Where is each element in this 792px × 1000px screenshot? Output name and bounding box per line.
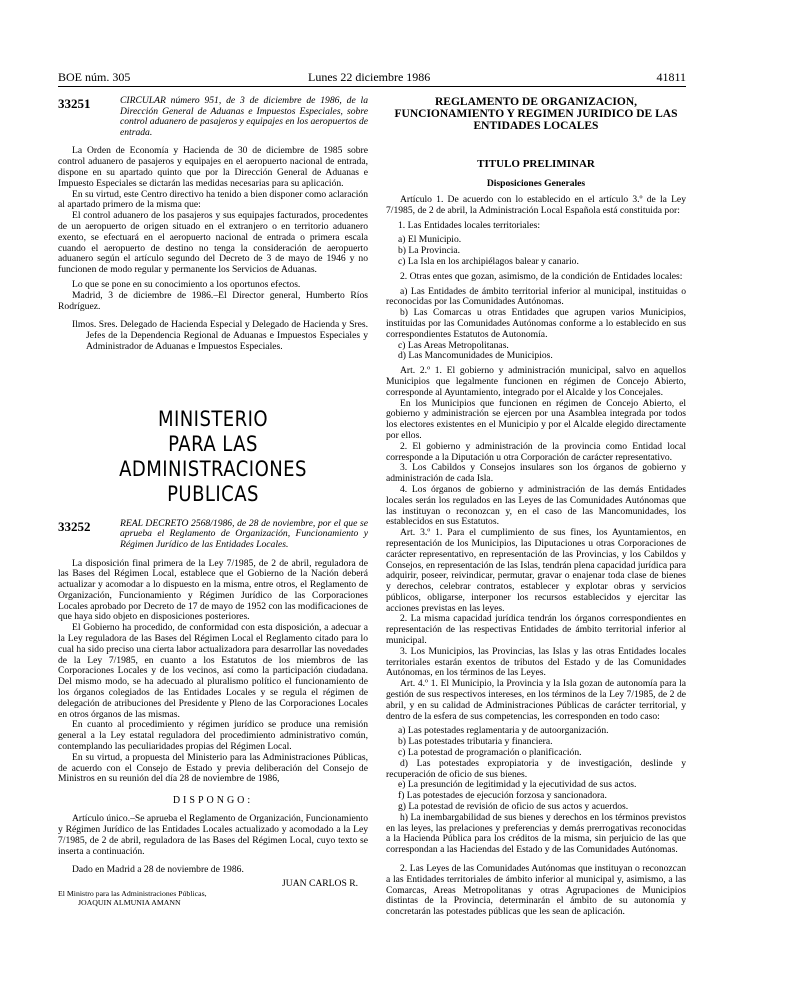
ministry-heading	[80, 407, 347, 507]
paragraph: 2. Las Leyes de las Comunidades Autónomas que instituyan o reconozcan a las Entidades territoriales de ámbito inferior al municipal y, asimismo, a las Comarcas, Areas Metropolitanas y otras Agrupaciones de Municipios distintas de la Provincia, determinarán el ámbito de su autonomía y concretarán las potestades públicas que les sean de aplicación.	[386, 863, 686, 918]
right-column	[386, 96, 686, 918]
minister-name: JOAQUIN ALMUNIA AMANN	[78, 898, 181, 908]
announcement-title: REAL DECRETO 2568/1986, de 28 de noviembre, por el que se aprueba el Reglamento de Organización, Funcionamiento y Régimen Jurídico de las Entidades Locales.	[120, 517, 368, 550]
page-number: 41811	[656, 70, 686, 84]
king-signature: JUAN CARLOS R.	[282, 878, 358, 890]
article: Artículo 1. De acuerdo con lo establecido en el artículo 3.º de la Ley 7/1985, de 2 de abril, la Administración Local Española está constituida por:	[386, 194, 686, 216]
announcement-number: 33252	[58, 518, 91, 534]
minister-title: El Ministro para las Administraciones Públicas,	[58, 889, 207, 899]
paragraph: 3. Los Cabildos y Consejos insulares son los órganos de gobierno y administración de cada Isla.	[386, 462, 686, 485]
list-item: h) La inembargabilidad de sus bienes y derechos en los términos previstos en las leyes, las prelaciones y preferencias y demás prerrogativas reconocidas a la Hacienda Pública para los créditos de la misma, sin perjuicio de las que correspondan a las Haciendas del Estado y de las Comunidades Autónomas.	[386, 811, 686, 856]
list-item: c) Las Areas Metropolitanas.	[398, 339, 509, 351]
list-item: a) Las potestades reglamentaria y de autoorganización.	[398, 725, 609, 737]
list-item: 2. Otras entes que gozan, asimismo, de la condición de Entidades locales:	[400, 270, 683, 282]
ministry-line: MINISTERIO	[157, 406, 269, 431]
bulletin-number: BOE núm. 305	[58, 70, 131, 84]
paragraph: La Orden de Economía y Hacienda de 30 de diciembre de 1985 sobre control aduanero de pasajeros y equipajes en el aeropuerto nacional de entrada, dispone en su apartado quinto que por la Dirección General de Aduanas e Impuesto Especiales se dictarán las medidas necesarias para su aplicación.	[58, 145, 368, 189]
addressee: Ilmos. Sres. Delegado de Hacienda Especial y Delegado de Hacienda y Sres. Jefes de la Dependencia Regional de Aduanas e Impuestos Especiales y Administrador de Aduanas e Impuestos Especiales.	[72, 319, 368, 352]
article: Art. 3.º 1. Para el cumplimiento de sus fines, los Ayuntamientos, en representación de los Municipios, las Diputaciones u otras Corporaciones de carácter representativo, en representación de las Provincias, y los Cabildos y Consejos, en representación de las Islas, tendrán plena capacidad jurídica para adquirir, poseer, reivindicar, permutar, gravar o enajenar toda clase de bienes y derechos, celebrar contratos, establecer y explotar obras y servicios públicos, obligarse, interponer los recursos establecidos y ejercitar las acciones previstas en las leyes.	[386, 527, 686, 614]
list-item: b) Las potestades tributaria y financiera.	[398, 736, 553, 748]
list-item: e) La presunción de legitimidad y la ejecutividad de sus actos.	[398, 779, 637, 791]
paragraph: 2. La misma capacidad jurídica tendrán los órganos correspondientes en representación de las respectivas Entidades de ámbito territorial inferior al municipal.	[386, 613, 686, 647]
list-item: a) El Municipio.	[398, 234, 462, 246]
paragraph: Artículo único.–Se aprueba el Reglamento de Organización, Funcionamiento y Régimen Jurídico de las Entidades Locales actualizado y acomodado a la Ley 7/1985, de 2 de abril, reguladora de las Bases del Régimen Local, cuyo texto se inserta a continuación.	[58, 813, 368, 857]
paragraph: En su virtud, este Centro directivo ha tenido a bien disponer como aclaración al apartado primero de la misma que:	[58, 188, 368, 211]
paragraph: Dado en Madrid a 28 de noviembre de 1986.	[72, 864, 244, 876]
list-item: d) Las potestades expropiatoria y de investigación, deslinde y recuperación de oficio de sus bienes.	[386, 757, 686, 780]
paragraph: En su virtud, a propuesta del Ministerio para las Administraciones Públicas, de acuerdo con el Consejo de Estado y previa deliberación del Consejo de Ministros en su reunión del día 28 de noviembre de 1986,	[58, 751, 368, 785]
announcement-title: CIRCULAR número 951, de 3 de diciembre de 1986, de la Dirección General de Aduanas e Impuestos Especiales, sobre control aduanero de pasajeros y equipajes en los aeropuertos de entrada.	[120, 95, 368, 138]
paragraph: En los Municipios que funcionen en régimen de Concejo Abierto, el gobierno y administración se ejercen por una Asamblea integrada por todos los electores existentes en el Municipio y por el Alcalde elegido directamente por ellos.	[386, 397, 686, 441]
paragraph: 4. Los órganos de gobierno y administración de las demás Entidades locales serán los regulados en las Leyes de las Comunidades Autónomas que las instituyan o reconozcan y, en el caso de las Mancomunidades, los establecidos en sus Estatutos.	[386, 483, 686, 528]
paragraph: 3. Los Municipios, las Provincias, las Islas y las otras Entidades locales territoriales estarán exentos de tributos del Estado y de las Comunidades Autónomas, en los términos de las Leyes.	[386, 645, 686, 679]
paragraph: 2. El gobierno y administración de la provincia como Entidad local corresponde a la Diputación u otra Corporación de carácter representativo.	[386, 440, 686, 463]
paragraph: En cuanto al procedimiento y régimen jurídico se produce una remisión general a la Ley estatal reguladora del procedimiento administrativo común, contemplando las peculiaridades propias del Régimen Local.	[58, 719, 368, 753]
list-item: g) La potestad de revisión de oficio de sus actos y acuerdos.	[398, 801, 629, 813]
paragraph: El Gobierno ha procedido, de conformidad con esta disposición, a adecuar a la Ley reguladora de las Bases del Régimen Local el Reglamento citado para lo cual ha sido preciso una cierta labor actualizadora para desarrollar las novedades de la Ley 7/1985, en cuanto a los Estatutos de los miembros de las Corporaciones Locales y de los vecinos, así como la participación ciudadana. Del mismo modo, se ha adecuado al pluralismo político el funcionamiento de los órganos colegiados de las Entidades Locales y se regula el régimen de delegación de atribuciones del Presidente y Pleno de las Corporaciones Locales en otros órganos de las mismas.	[58, 622, 368, 720]
title-heading: TITULO PRELIMINAR	[477, 158, 595, 170]
article: Art. 4.º 1. El Municipio, la Provincia y la Isla gozan de autonomía para la gestión de sus respectivos intereses, en los términos de la Ley 7/1985, de 2 de abril, y en su calidad de Administraciones Públicas de carácter territorial, y dentro de la esfera de sus competencias, les corresponden en todo caso:	[386, 678, 686, 722]
list-item: b) La Provincia.	[398, 245, 461, 257]
article: Art. 2.º 1. El gobierno y administración municipal, salvo en aquellos Municipios que legalmente funcionen en régimen de Concejo Abierto, corresponde al Ayuntamiento, integrado por el Alcalde y los Concejales.	[386, 365, 686, 398]
issue-date: Lunes 22 diciembre 1986	[308, 70, 431, 84]
left-column	[58, 96, 368, 907]
ministry-line: PARA LAS ADMINISTRACIONES	[119, 431, 307, 481]
list-item: c) La potestad de programación o planificación.	[398, 747, 582, 759]
dispongo-heading: DISPONGO:	[172, 795, 254, 807]
section-heading: Disposiciones Generales	[486, 178, 586, 189]
paragraph: La disposición final primera de la Ley 7/1985, de 2 de abril, reguladora de las Bases del Régimen Local, establece que el Gobierno de la Nación deberá actualizar y acomodar a lo dispuesto en la misma, entre otros, el Reglamento de Organización, Funcionamiento y Régimen Jurídico de las Corporaciones Locales aprobado por Decreto de 17 de mayo de 1952 con las modificaciones de que haya sido objeto en disposiciones posteriores.	[58, 557, 368, 623]
announcement-number: 33251	[58, 96, 91, 111]
ministry-line: PUBLICAS	[167, 481, 259, 506]
list-item: 1. Las Entidades locales territoriales:	[398, 219, 540, 231]
list-item: f) Las potestades de ejecución forzosa y sancionadora.	[398, 790, 607, 802]
paragraph: Lo que se pone en su conocimiento a los oportunos efectos.	[72, 278, 301, 290]
list-item: c) La Isla en los archipiélagos balear y canario.	[398, 255, 579, 267]
signature-line: Madrid, 3 de diciembre de 1986.–El Director general, Humberto Ríos Rodríguez.	[58, 289, 368, 312]
paragraph: El control aduanero de los pasajeros y sus equipajes facturados, procedentes de un aeropuerto de origen situado en el extranjero o en territorio aduanero exento, se efectuará en el aeropuerto nacional de entrada o primera escala cuando el aeropuerto de destino no tenga la consideración de aeropuerto aduanero según el artículo segundo del Decreto de 3 de mayo de 1946 y no funcionen de modo regular y permanente los Servicios de Aduanas.	[58, 210, 368, 276]
regulation-title: REGLAMENTO DE ORGANIZACION, FUNCIONAMIENTO Y REGIMEN JURIDICO DE LAS ENTIDADES LOCALES	[394, 96, 678, 132]
list-item: a) Las Entidades de ámbito territorial inferior al municipal, instituidas o reconocidas por las Comunidades Autónomas.	[386, 285, 686, 308]
list-item: b) Las Comarcas u otras Entidades que agrupen varios Municipios, instituidas por las Comunidades Autónomas conforme a lo establecido en sus correspondientes Estatutos de Autonomía.	[386, 307, 686, 340]
page-header	[58, 70, 686, 87]
list-item: d) Las Mancomunidades de Municipios.	[398, 350, 553, 362]
